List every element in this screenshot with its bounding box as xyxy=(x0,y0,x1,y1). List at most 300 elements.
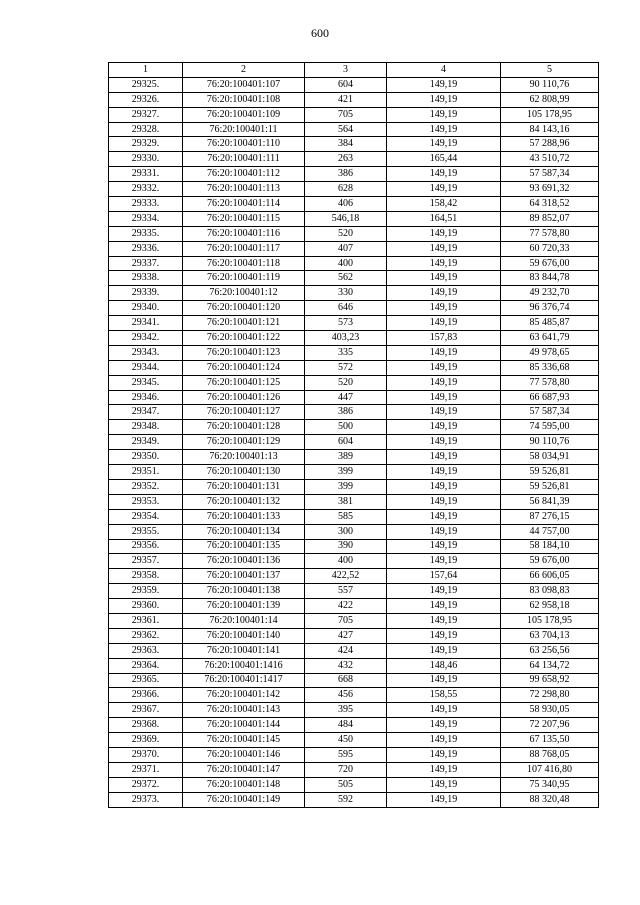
table-row xyxy=(109,435,599,450)
row-number-cell: 29328. xyxy=(109,122,183,137)
table-body xyxy=(109,77,599,807)
area-cell: 263 xyxy=(305,152,387,167)
cadastral-number-cell: 76:20:100401:118 xyxy=(183,256,305,271)
table-row xyxy=(109,241,599,256)
area-cell: 720 xyxy=(305,762,387,777)
row-number-cell: 29347. xyxy=(109,405,183,420)
cadastral-number-cell: 76:20:100401:132 xyxy=(183,494,305,509)
table-row xyxy=(109,539,599,554)
row-number-cell: 29372. xyxy=(109,777,183,792)
rate-cell: 149,19 xyxy=(387,405,501,420)
table-row xyxy=(109,524,599,539)
area-cell: 386 xyxy=(305,167,387,182)
cadastral-number-cell: 76:20:100401:139 xyxy=(183,599,305,614)
rate-cell: 149,19 xyxy=(387,554,501,569)
area-cell: 668 xyxy=(305,673,387,688)
cadastral-number-cell: 76:20:100401:116 xyxy=(183,226,305,241)
cadastral-number-cell: 76:20:100401:143 xyxy=(183,703,305,718)
table-row xyxy=(109,762,599,777)
area-cell: 400 xyxy=(305,554,387,569)
table-row xyxy=(109,256,599,271)
cadastral-number-cell: 76:20:100401:1417 xyxy=(183,673,305,688)
cadastral-number-cell: 76:20:100401:109 xyxy=(183,107,305,122)
rate-cell: 149,19 xyxy=(387,375,501,390)
value-cell: 89 852,07 xyxy=(501,211,599,226)
rate-cell: 149,19 xyxy=(387,241,501,256)
cadastral-number-cell: 76:20:100401:144 xyxy=(183,718,305,733)
row-number-cell: 29361. xyxy=(109,613,183,628)
table-row xyxy=(109,479,599,494)
row-number-cell: 29332. xyxy=(109,182,183,197)
rate-cell: 164,51 xyxy=(387,211,501,226)
rate-cell: 148,46 xyxy=(387,658,501,673)
value-cell: 84 143,16 xyxy=(501,122,599,137)
row-number-cell: 29345. xyxy=(109,375,183,390)
row-number-cell: 29333. xyxy=(109,197,183,212)
cadastral-number-cell: 76:20:100401:141 xyxy=(183,643,305,658)
area-cell: 595 xyxy=(305,747,387,762)
rate-cell: 158,42 xyxy=(387,197,501,212)
table-row xyxy=(109,450,599,465)
rate-cell: 149,19 xyxy=(387,628,501,643)
row-number-cell: 29340. xyxy=(109,301,183,316)
rate-cell: 149,19 xyxy=(387,718,501,733)
rate-cell: 149,19 xyxy=(387,465,501,480)
value-cell: 90 110,76 xyxy=(501,77,599,92)
value-cell: 44 757,00 xyxy=(501,524,599,539)
area-cell: 592 xyxy=(305,792,387,807)
rate-cell: 149,19 xyxy=(387,539,501,554)
cadastral-number-cell: 76:20:100401:146 xyxy=(183,747,305,762)
area-cell: 585 xyxy=(305,509,387,524)
area-cell: 628 xyxy=(305,182,387,197)
value-cell: 62 958,18 xyxy=(501,599,599,614)
area-cell: 407 xyxy=(305,241,387,256)
value-cell: 85 485,87 xyxy=(501,316,599,331)
row-number-cell: 29351. xyxy=(109,465,183,480)
value-cell: 105 178,95 xyxy=(501,613,599,628)
area-cell: 330 xyxy=(305,286,387,301)
row-number-cell: 29370. xyxy=(109,747,183,762)
cadastral-number-cell: 76:20:100401:135 xyxy=(183,539,305,554)
cadastral-number-cell: 76:20:100401:119 xyxy=(183,271,305,286)
rate-cell: 149,19 xyxy=(387,226,501,241)
rate-cell: 149,19 xyxy=(387,584,501,599)
rate-cell: 149,19 xyxy=(387,390,501,405)
cadastral-number-cell: 76:20:100401:149 xyxy=(183,792,305,807)
area-cell: 450 xyxy=(305,733,387,748)
rate-cell: 149,19 xyxy=(387,107,501,122)
cadastral-number-cell: 76:20:100401:137 xyxy=(183,569,305,584)
row-number-cell: 29356. xyxy=(109,539,183,554)
column-header: 3 xyxy=(305,63,387,78)
row-number-cell: 29350. xyxy=(109,450,183,465)
cadastral-number-cell: 76:20:100401:117 xyxy=(183,241,305,256)
area-cell: 381 xyxy=(305,494,387,509)
row-number-cell: 29367. xyxy=(109,703,183,718)
cadastral-number-cell: 76:20:100401:111 xyxy=(183,152,305,167)
rate-cell: 149,19 xyxy=(387,256,501,271)
rate-cell: 149,19 xyxy=(387,703,501,718)
cadastral-number-cell: 76:20:100401:126 xyxy=(183,390,305,405)
row-number-cell: 29339. xyxy=(109,286,183,301)
row-number-cell: 29352. xyxy=(109,479,183,494)
area-cell: 705 xyxy=(305,107,387,122)
area-cell: 390 xyxy=(305,539,387,554)
rate-cell: 149,19 xyxy=(387,450,501,465)
row-number-cell: 29342. xyxy=(109,331,183,346)
rate-cell: 149,19 xyxy=(387,167,501,182)
cadastral-number-cell: 76:20:100401:115 xyxy=(183,211,305,226)
row-number-cell: 29371. xyxy=(109,762,183,777)
value-cell: 59 526,81 xyxy=(501,479,599,494)
table-row xyxy=(109,167,599,182)
rate-cell: 149,19 xyxy=(387,137,501,152)
value-cell: 56 841,39 xyxy=(501,494,599,509)
area-cell: 399 xyxy=(305,465,387,480)
rate-cell: 149,19 xyxy=(387,524,501,539)
rate-cell: 149,19 xyxy=(387,92,501,107)
page-number: 600 xyxy=(311,26,329,40)
table-row xyxy=(109,271,599,286)
rate-cell: 158,55 xyxy=(387,688,501,703)
rate-cell: 149,19 xyxy=(387,643,501,658)
row-number-cell: 29338. xyxy=(109,271,183,286)
row-number-cell: 29354. xyxy=(109,509,183,524)
cadastral-number-cell: 76:20:100401:138 xyxy=(183,584,305,599)
row-number-cell: 29335. xyxy=(109,226,183,241)
area-cell: 646 xyxy=(305,301,387,316)
value-cell: 57 288,96 xyxy=(501,137,599,152)
rate-cell: 157,83 xyxy=(387,331,501,346)
rate-cell: 149,19 xyxy=(387,613,501,628)
cadastral-number-cell: 76:20:100401:12 xyxy=(183,286,305,301)
value-cell: 64 318,52 xyxy=(501,197,599,212)
table-row xyxy=(109,420,599,435)
area-cell: 484 xyxy=(305,718,387,733)
row-number-cell: 29365. xyxy=(109,673,183,688)
area-cell: 395 xyxy=(305,703,387,718)
cadastral-number-cell: 76:20:100401:123 xyxy=(183,345,305,360)
value-cell: 105 178,95 xyxy=(501,107,599,122)
area-cell: 432 xyxy=(305,658,387,673)
value-cell: 58 184,10 xyxy=(501,539,599,554)
area-cell: 572 xyxy=(305,360,387,375)
area-cell: 604 xyxy=(305,435,387,450)
table-row xyxy=(109,316,599,331)
table-row xyxy=(109,718,599,733)
table-row xyxy=(109,628,599,643)
value-cell: 59 676,00 xyxy=(501,256,599,271)
cadastral-number-cell: 76:20:100401:129 xyxy=(183,435,305,450)
value-cell: 83 844,78 xyxy=(501,271,599,286)
area-cell: 386 xyxy=(305,405,387,420)
column-header: 1 xyxy=(109,63,183,78)
area-cell: 400 xyxy=(305,256,387,271)
rate-cell: 149,19 xyxy=(387,301,501,316)
table-row xyxy=(109,226,599,241)
area-cell: 520 xyxy=(305,375,387,390)
value-cell: 60 720,33 xyxy=(501,241,599,256)
row-number-cell: 29325. xyxy=(109,77,183,92)
area-cell: 300 xyxy=(305,524,387,539)
row-number-cell: 29348. xyxy=(109,420,183,435)
table-row xyxy=(109,613,599,628)
row-number-cell: 29331. xyxy=(109,167,183,182)
table-row xyxy=(109,777,599,792)
cadastral-number-cell: 76:20:100401:112 xyxy=(183,167,305,182)
cadastral-number-cell: 76:20:100401:148 xyxy=(183,777,305,792)
value-cell: 63 704,13 xyxy=(501,628,599,643)
row-number-cell: 29368. xyxy=(109,718,183,733)
area-cell: 447 xyxy=(305,390,387,405)
cadastral-number-cell: 76:20:100401:110 xyxy=(183,137,305,152)
cadastral-number-cell: 76:20:100401:1416 xyxy=(183,658,305,673)
area-cell: 403,23 xyxy=(305,331,387,346)
rate-cell: 149,19 xyxy=(387,792,501,807)
table-row xyxy=(109,345,599,360)
value-cell: 77 578,80 xyxy=(501,375,599,390)
value-cell: 85 336,68 xyxy=(501,360,599,375)
table-row xyxy=(109,122,599,137)
cadastral-number-cell: 76:20:100401:121 xyxy=(183,316,305,331)
row-number-cell: 29334. xyxy=(109,211,183,226)
area-cell: 520 xyxy=(305,226,387,241)
value-cell: 93 691,32 xyxy=(501,182,599,197)
value-cell: 96 376,74 xyxy=(501,301,599,316)
table-row xyxy=(109,360,599,375)
value-cell: 43 510,72 xyxy=(501,152,599,167)
cadastral-number-cell: 76:20:100401:120 xyxy=(183,301,305,316)
row-number-cell: 29358. xyxy=(109,569,183,584)
row-number-cell: 29373. xyxy=(109,792,183,807)
table-row xyxy=(109,509,599,524)
area-cell: 399 xyxy=(305,479,387,494)
row-number-cell: 29364. xyxy=(109,658,183,673)
rate-cell: 149,19 xyxy=(387,509,501,524)
column-header: 5 xyxy=(501,63,599,78)
table-row xyxy=(109,494,599,509)
value-cell: 62 808,99 xyxy=(501,92,599,107)
table-row xyxy=(109,331,599,346)
row-number-cell: 29336. xyxy=(109,241,183,256)
table-row xyxy=(109,747,599,762)
value-cell: 83 098,83 xyxy=(501,584,599,599)
rate-cell: 149,19 xyxy=(387,673,501,688)
rate-cell: 149,19 xyxy=(387,360,501,375)
value-cell: 66 687,93 xyxy=(501,390,599,405)
value-cell: 87 276,15 xyxy=(501,509,599,524)
row-number-cell: 29360. xyxy=(109,599,183,614)
table-row xyxy=(109,375,599,390)
value-cell: 88 320,48 xyxy=(501,792,599,807)
rate-cell: 149,19 xyxy=(387,316,501,331)
cadastral-number-cell: 76:20:100401:113 xyxy=(183,182,305,197)
row-number-cell: 29341. xyxy=(109,316,183,331)
rate-cell: 149,19 xyxy=(387,271,501,286)
table-row xyxy=(109,465,599,480)
value-cell: 67 135,50 xyxy=(501,733,599,748)
value-cell: 63 256,56 xyxy=(501,643,599,658)
area-cell: 562 xyxy=(305,271,387,286)
row-number-cell: 29357. xyxy=(109,554,183,569)
row-number-cell: 29329. xyxy=(109,137,183,152)
table-row xyxy=(109,152,599,167)
cadastral-number-cell: 76:20:100401:145 xyxy=(183,733,305,748)
area-cell: 573 xyxy=(305,316,387,331)
value-cell: 74 595,00 xyxy=(501,420,599,435)
column-header: 2 xyxy=(183,63,305,78)
table-row xyxy=(109,688,599,703)
cadastral-number-cell: 76:20:100401:128 xyxy=(183,420,305,435)
rate-cell: 149,19 xyxy=(387,747,501,762)
cadastral-number-cell: 76:20:100401:11 xyxy=(183,122,305,137)
rate-cell: 149,19 xyxy=(387,122,501,137)
table-row xyxy=(109,599,599,614)
area-cell: 406 xyxy=(305,197,387,212)
table-row xyxy=(109,673,599,688)
table-row xyxy=(109,107,599,122)
table-row xyxy=(109,554,599,569)
table-row xyxy=(109,197,599,212)
value-cell: 58 930,05 xyxy=(501,703,599,718)
value-cell: 64 134,72 xyxy=(501,658,599,673)
row-number-cell: 29349. xyxy=(109,435,183,450)
value-cell: 57 587,34 xyxy=(501,405,599,420)
rate-cell: 165,44 xyxy=(387,152,501,167)
table-row xyxy=(109,301,599,316)
cadastral-number-cell: 76:20:100401:140 xyxy=(183,628,305,643)
area-cell: 335 xyxy=(305,345,387,360)
table-row xyxy=(109,405,599,420)
table-row xyxy=(109,643,599,658)
row-number-cell: 29330. xyxy=(109,152,183,167)
column-header: 4 xyxy=(387,63,501,78)
table-row xyxy=(109,92,599,107)
cadastral-number-cell: 76:20:100401:130 xyxy=(183,465,305,480)
value-cell: 88 768,05 xyxy=(501,747,599,762)
rate-cell: 149,19 xyxy=(387,435,501,450)
value-cell: 57 587,34 xyxy=(501,167,599,182)
cadastral-number-cell: 76:20:100401:125 xyxy=(183,375,305,390)
value-cell: 90 110,76 xyxy=(501,435,599,450)
value-cell: 49 978,65 xyxy=(501,345,599,360)
table-row xyxy=(109,792,599,807)
area-cell: 546,18 xyxy=(305,211,387,226)
table-row xyxy=(109,211,599,226)
value-cell: 99 658,92 xyxy=(501,673,599,688)
cadastral-number-cell: 76:20:100401:13 xyxy=(183,450,305,465)
row-number-cell: 29355. xyxy=(109,524,183,539)
rate-cell: 149,19 xyxy=(387,479,501,494)
value-cell: 75 340,95 xyxy=(501,777,599,792)
rate-cell: 149,19 xyxy=(387,286,501,301)
cadastral-number-cell: 76:20:100401:124 xyxy=(183,360,305,375)
cadastral-number-cell: 76:20:100401:107 xyxy=(183,77,305,92)
value-cell: 63 641,79 xyxy=(501,331,599,346)
value-cell: 49 232,70 xyxy=(501,286,599,301)
table-header-row xyxy=(109,63,599,78)
table-row xyxy=(109,390,599,405)
value-cell: 58 034,91 xyxy=(501,450,599,465)
area-cell: 384 xyxy=(305,137,387,152)
row-number-cell: 29362. xyxy=(109,628,183,643)
value-cell: 59 526,81 xyxy=(501,465,599,480)
area-cell: 604 xyxy=(305,77,387,92)
rate-cell: 149,19 xyxy=(387,420,501,435)
value-cell: 59 676,00 xyxy=(501,554,599,569)
cadastral-number-cell: 76:20:100401:133 xyxy=(183,509,305,524)
table-row xyxy=(109,569,599,584)
row-number-cell: 29327. xyxy=(109,107,183,122)
area-cell: 422 xyxy=(305,599,387,614)
data-table xyxy=(108,62,599,808)
table-row xyxy=(109,137,599,152)
row-number-cell: 29369. xyxy=(109,733,183,748)
area-cell: 500 xyxy=(305,420,387,435)
row-number-cell: 29326. xyxy=(109,92,183,107)
area-cell: 557 xyxy=(305,584,387,599)
rate-cell: 157,64 xyxy=(387,569,501,584)
value-cell: 66 606,05 xyxy=(501,569,599,584)
cadastral-number-cell: 76:20:100401:134 xyxy=(183,524,305,539)
cadastral-number-cell: 76:20:100401:136 xyxy=(183,554,305,569)
rate-cell: 149,19 xyxy=(387,599,501,614)
area-cell: 424 xyxy=(305,643,387,658)
rate-cell: 149,19 xyxy=(387,777,501,792)
cadastral-number-cell: 76:20:100401:142 xyxy=(183,688,305,703)
rate-cell: 149,19 xyxy=(387,77,501,92)
area-cell: 505 xyxy=(305,777,387,792)
row-number-cell: 29343. xyxy=(109,345,183,360)
cadastral-number-cell: 76:20:100401:131 xyxy=(183,479,305,494)
rate-cell: 149,19 xyxy=(387,494,501,509)
table-row xyxy=(109,182,599,197)
value-cell: 72 207,96 xyxy=(501,718,599,733)
row-number-cell: 29353. xyxy=(109,494,183,509)
table-row xyxy=(109,286,599,301)
rate-cell: 149,19 xyxy=(387,345,501,360)
area-cell: 422,52 xyxy=(305,569,387,584)
value-cell: 72 298,80 xyxy=(501,688,599,703)
area-cell: 389 xyxy=(305,450,387,465)
value-cell: 77 578,80 xyxy=(501,226,599,241)
cadastral-number-cell: 76:20:100401:108 xyxy=(183,92,305,107)
table-row xyxy=(109,77,599,92)
cadastral-number-cell: 76:20:100401:122 xyxy=(183,331,305,346)
rate-cell: 149,19 xyxy=(387,182,501,197)
table-row xyxy=(109,584,599,599)
area-cell: 427 xyxy=(305,628,387,643)
row-number-cell: 29344. xyxy=(109,360,183,375)
area-cell: 456 xyxy=(305,688,387,703)
row-number-cell: 29346. xyxy=(109,390,183,405)
row-number-cell: 29363. xyxy=(109,643,183,658)
rate-cell: 149,19 xyxy=(387,762,501,777)
row-number-cell: 29359. xyxy=(109,584,183,599)
cadastral-number-cell: 76:20:100401:114 xyxy=(183,197,305,212)
area-cell: 421 xyxy=(305,92,387,107)
cadastral-number-cell: 76:20:100401:147 xyxy=(183,762,305,777)
row-number-cell: 29337. xyxy=(109,256,183,271)
table-row xyxy=(109,658,599,673)
cadastral-number-cell: 76:20:100401:127 xyxy=(183,405,305,420)
rate-cell: 149,19 xyxy=(387,733,501,748)
table-row xyxy=(109,703,599,718)
area-cell: 564 xyxy=(305,122,387,137)
row-number-cell: 29366. xyxy=(109,688,183,703)
area-cell: 705 xyxy=(305,613,387,628)
